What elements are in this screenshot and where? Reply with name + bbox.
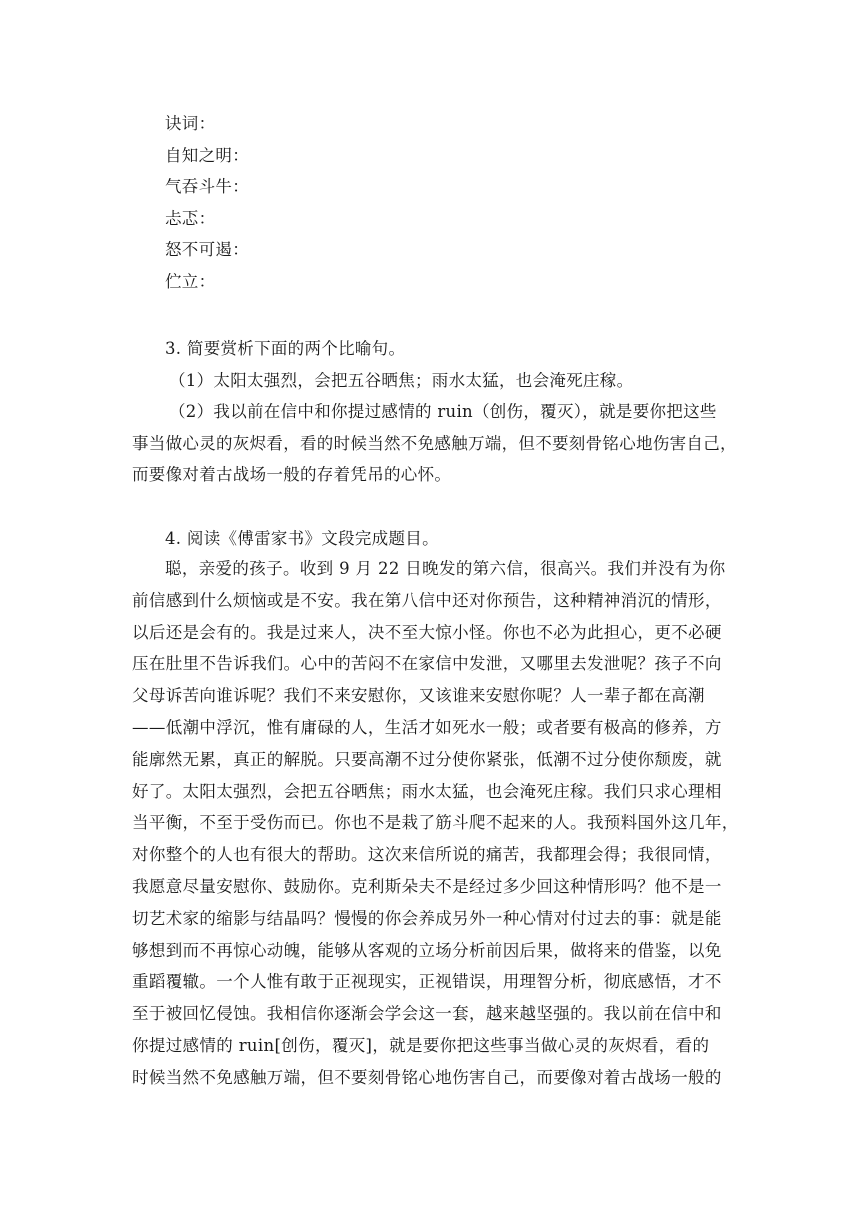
question-3-sentence-2-line: 事当做心灵的灰烬看，看的时候当然不免感触万端，但不要刻骨铭心地伤害自己，	[132, 433, 737, 453]
vocab-item: 伫立：	[165, 271, 216, 291]
passage-line: 对你整个的人也有很大的帮助。这次来信所说的痛苦，我都理会得；我很同情，	[132, 845, 722, 865]
passage-line: 重蹈覆辙。一个人惟有敢于正视现实，正视错误，用理智分析，彻底感悟，才不	[132, 972, 722, 992]
passage-line: 当平衡，不至于受伤而已。你也不是栽了筋斗爬不起来的人。我预料国外这几年，	[132, 813, 739, 833]
passage-line: ——低潮中浮沉，惟有庸碌的人，生活才如死水一般；或者要有极高的修养，方	[132, 717, 722, 737]
question-3-sentence-2-line: 而要像对着古战场一般的存着凭吊的心怀。	[132, 465, 452, 484]
question-3-title: 3. 简要赏析下面的两个比喻句。	[165, 339, 406, 358]
question-3	[132, 333, 737, 491]
passage-line: 父母诉苦向谁诉呢？我们不来安慰你，又该谁来安慰你呢？人一辈子都在高潮	[132, 686, 705, 706]
passage-line: 好了。太阳太强烈，会把五谷晒焦；雨水太猛，也会淹死庄稼。我们只求心理相	[132, 781, 722, 801]
passage-line: 聪，亲爱的孩子。收到 9 月 22 日晚发的第六信，很高兴。我们并没有为你	[165, 559, 726, 578]
passage-line: 切艺术家的缩影与结晶吗？慢慢的你会养成另外一种心情对付过去的事：就是能	[132, 908, 722, 928]
passage	[132, 553, 739, 1094]
vocab-heading: 诀词：	[165, 114, 216, 133]
question-4	[132, 523, 732, 555]
vocab-section	[132, 108, 732, 297]
vocab-item: 自知之明：	[165, 145, 249, 165]
passage-line: 能廓然无累，真正的解脱。只要高潮不过分使你紧张，低潮不过分使你颓废，就	[132, 749, 722, 769]
passage-line: 压在肚里不告诉我们。心中的苦闷不在家信中发泄，又哪里去发泄呢？孩子不向	[132, 654, 722, 674]
question-3-sentence-1: （1）太阳太强烈，会把五谷晒焦；雨水太猛，也会淹死庄稼。	[169, 370, 634, 390]
passage-line: 你提过感情的 ruin[创伤，覆灭]，就是要你把这些事当做心灵的灰烬看，看的	[132, 1035, 710, 1055]
vocab-item: 忐忑：	[165, 208, 216, 228]
passage-line: 前信感到什么烦恼或是不安。我在第八信中还对你预告，这种精神消沉的情形，	[132, 590, 722, 610]
passage-line: 时候当然不免感触万端，但不要刻骨铭心地伤害自己，而要像对着古战场一般的	[132, 1067, 722, 1087]
vocab-item: 气吞斗牛：	[165, 177, 249, 196]
passage-line: 够想到而不再惊心动魄，能够从客观的立场分析前因后果，做将来的借鉴，以免	[132, 940, 722, 960]
passage-line: 以后还是会有的。我是过来人，决不至大惊小怪。你也不必为此担心，更不必硬	[132, 622, 722, 642]
question-3-sentence-2-line: （2）我以前在信中和你提过感情的 ruin（创伤，覆灭），就是要你把这些	[169, 402, 717, 421]
question-4-title: 4. 阅读《傅雷家书》文段完成题目。	[165, 529, 439, 548]
passage-line: 至于被回忆侵蚀。我相信你逐渐会学会这一套，越来越坚强的。我以前在信中和	[132, 1004, 722, 1024]
vocab-item: 怒不可遏：	[165, 240, 249, 259]
passage-line: 我愿意尽量安慰你、鼓励你。克利斯朵夫不是经过多少回这种情形吗？他不是一	[132, 876, 722, 896]
